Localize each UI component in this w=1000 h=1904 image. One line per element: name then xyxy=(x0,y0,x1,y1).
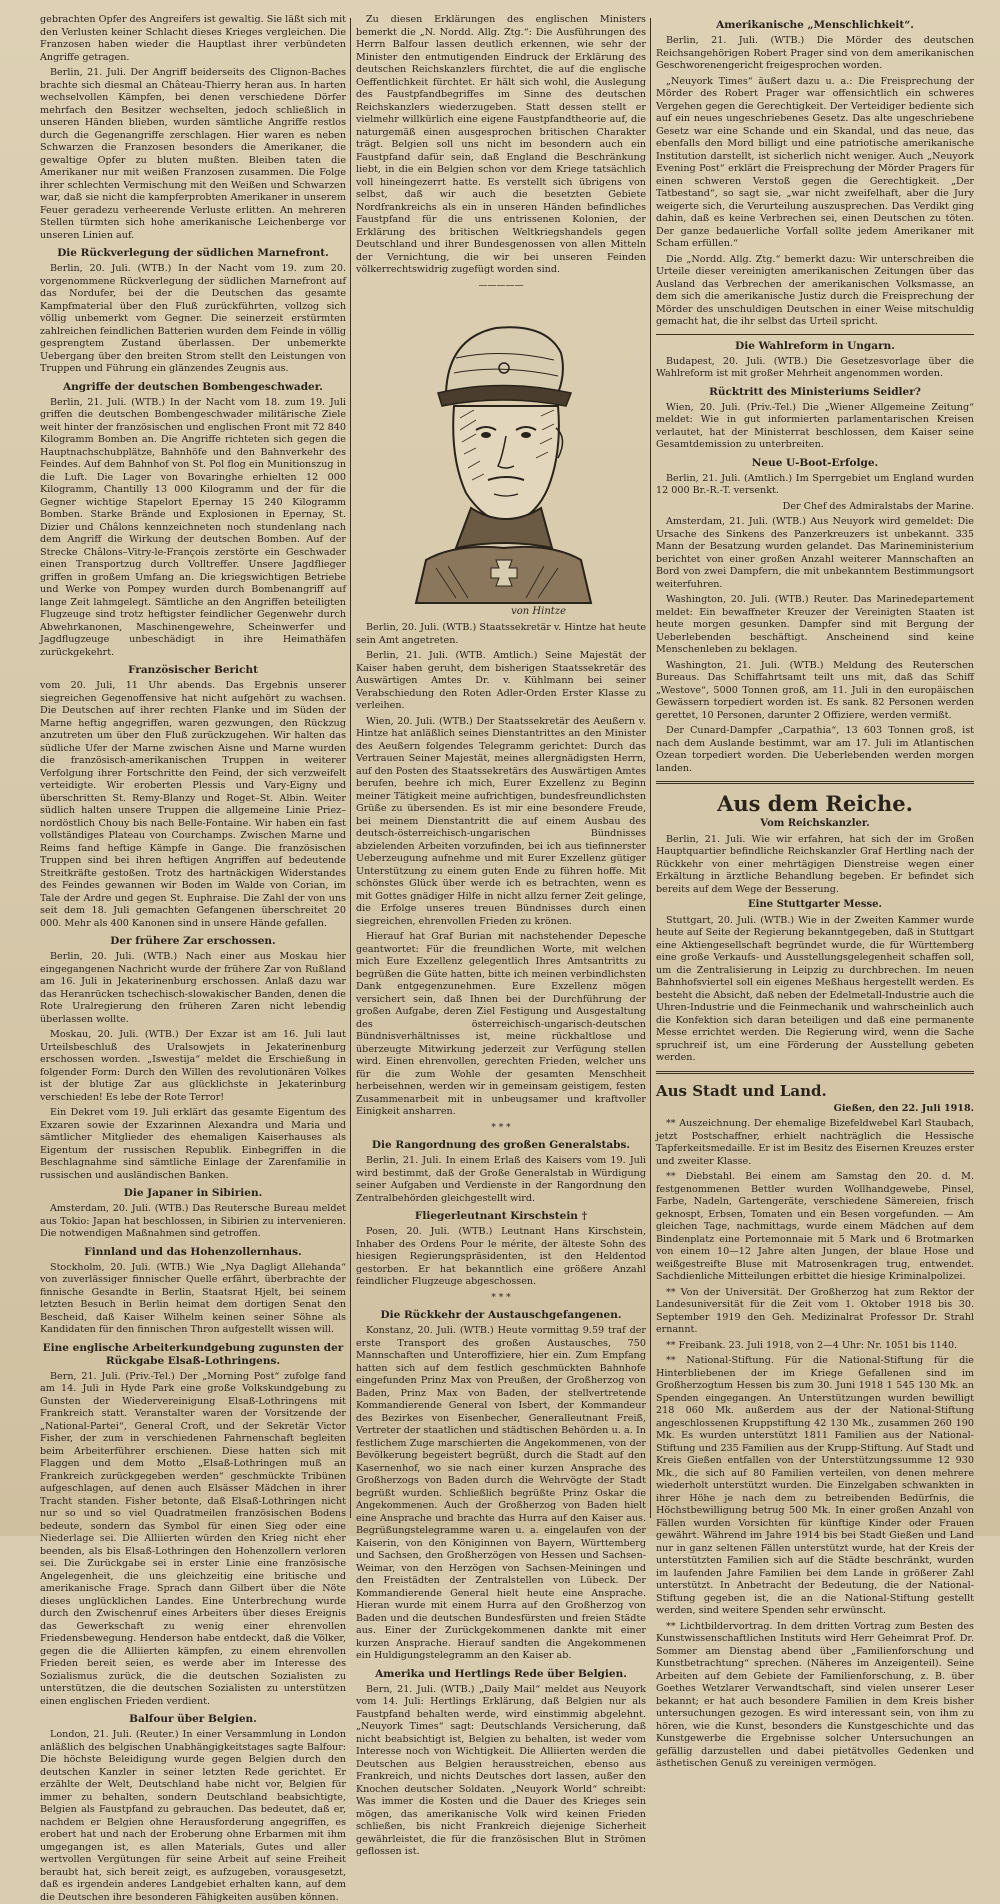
article-heading: Fliegerleutnant Kirschstein † xyxy=(414,1210,588,1222)
article-heading: Die Rangordnung des großen Generalstabs. xyxy=(371,1139,631,1151)
article-paragraph: Berlin, 21. Juli. In einem Erlaß des Kaisers vom 19. Juli wird bestimmt, daß der Große Generalstab in Würdigung seiner Aufgaben und Verdienste in der Rangordnung den Zentralbehörden gleichgestellt wird. xyxy=(356,1155,646,1204)
article-paragraph: Washington, 20. Juli. (WTB.) Reuter. Das Marinedepartement meldet: Ein bewaffneter Kreuzer der Vereinigten Staaten ist heute morgen gesunken. Dampfer sind mit Bergung der Ueberlebenden beschäftigt. Anscheinend sind keine Menschenleben zu beklagen. xyxy=(656,594,974,655)
article-paragraph: Die „Nordd. Allg. Ztg.“ bemerkt dazu: Wir unterschreiben die Urteile dieser vereinigten amerikanischen Zeitungen über das Ausland das Verbrechen der amerikanischen Volksmasse, an dem sich die amerikanische Justiz durch die Freisprechung der Mörder des unschuldigen Deutschen in einer Weise mitschuldig gemacht hat, die ihr selbst das Urteil spricht. xyxy=(656,253,974,327)
article-paragraph: Posen, 20. Juli. (WTB.) Leutnant Hans Kirschstein, Inhaber des Ordens Pour le mérite, der älteste Sohn des hiesigen Regierungspräsidenten, ist den Heldentod gestorben. Er hat bekanntlich eine größere Anzahl feindlicher Flugzeuge abgeschossen. xyxy=(356,1226,646,1287)
article-paragraph: Der Cunard-Dampfer „Carpathia“, 13 603 Tonnen groß, ist nach dem Auslande bestimmt, war am 17. Juli im Atlantischen Ozean torpediert worden. Die Ueberlebenden werden morgen landen. xyxy=(656,725,974,774)
subsection-heading: Vom Reichskanzler. xyxy=(760,818,870,829)
article-heading: Amerika und Hertlings Rede über Belgien. xyxy=(375,1667,627,1680)
portrait-signature: von Hintze xyxy=(511,606,566,617)
article-paragraph: Berlin, 21. Juli. (Amtlich.) Im Sperrgebiet um England wurden 12 000 Br.-R.-T. versenkt. xyxy=(656,472,974,496)
article-paragraph: Berlin, 21. Juli. (WTB.) Die Mörder des deutschen Reichsangehörigen Robert Prager sind von dem amerikanischen Geschworenengericht freigesprochen worden. xyxy=(656,35,974,71)
dateline: Gießen, den 22. Juli 1918. xyxy=(833,1102,974,1114)
article-paragraph: ** Von der Universität. Der Großherzog hat zum Rektor der Landesuniversität für die Zeit vom 1. Oktober 1918 bis 30. September 1919 den Geh. Medizinalrat Professor Dr. Strahl ernannt. xyxy=(656,1286,974,1335)
article-heading: Französischer Bericht xyxy=(128,664,258,676)
article-heading: Der frühere Zar erschossen. xyxy=(110,935,276,947)
article-paragraph: Washington, 21. Juli. (WTB.) Meldung des Reuterschen Bureaus. Das Schiffahrtsamt teilt uns mit, daß das Schiff „Westove“, 5000 Tonnen groß, am 11. Juli in den europäischen Gewässern torpediert worden ist. Es sank. 82 Personen werden gerettet, 10 Personen, darunter 2 Offiziere, werden vermißt. xyxy=(656,659,974,721)
separator xyxy=(656,781,974,784)
article-paragraph: Amsterdam, 21. Juli. (WTB.) Aus Neuyork wird gemeldet: Die Ursache des Sinkens des Panzerkreuzers ist unbekannt. 335 Mann der Besatzung wurden gelandet. Das Marineministerium berichtet von einer großen Anzahl weiterer Mannschaften an Bord von zwei Dampfern, die mit unbekanntem Bestimmungsort weiterfuhren. xyxy=(656,516,974,590)
column-rule xyxy=(350,18,351,1518)
article-heading: Die Rückverlegung der südlichen Marnefront. xyxy=(57,247,329,259)
article-paragraph: Amsterdam, 20. Juli. (WTB.) Das Reutersche Bureau meldet aus Tokio: Japan hat beschlossen, in Sibirien zu intervenieren. Die notwendigen Maßnahmen sind getroffen. xyxy=(40,1203,346,1239)
article-paragraph: Berlin, 21. Juli. Wie wir erfahren, hat sich der im Großen Hauptquartier befindliche Reichskanzler Graf Hertling nach der Rückkehr von einer mehrtägigen Dienstreise wegen einer Erkältung in ärztliche Behandlung begeben. Er befindet sich bereits auf dem Wege der Besserung. xyxy=(656,833,974,895)
article-paragraph: Bern, 21. Juli. (Priv.-Tel.) Der „Morning Post“ zufolge fand am 14. Juli in Hyde Park eine große Volkskundgebung zu Gunsten der Wiedervereinigung Elsaß-Lothringens mit Frankreich statt. Veranstalter waren der Vorsitzende der „National-Partei“, General Croft, und der Sekretär Victor Fisher, der zum in verschiedenen Fahrnenschaft begleiten beim Arbeiterführer erschienen. Diese hatten sich mit Flaggen und dem Motto „Elsaß-Lothringen muß an Frankreich zurückgegeben werden“ geschmückte Tribünen aufgeschlagen, auf denen auch Elsässer Mädchen in ihrer Tracht standen. Fisher betonte, daß Elsaß-Lothringen nicht nur so und so viel Quadratmeilen französischen Bodens bedeute, sondern das Symbol für einen Sieg oder eine Niederlage sei. Die Alliierten würden den Krieg nicht eher beenden, als bis Elsaß-Lothringen den Hohenzollern verloren sei. Die Zurückgabe sei in erster Linie eine französische Angelegenheit, die uns gleichzeitig eine britische und amerikanische Frage. Sprach dann Gilbert über die Nöte dieses unglücklichen Landes. Eine Unterbrechung wurde durch den Zwischenruf eines Arbeiters über dieses Ereignis das Gewerkschaft zu wenig einer ehrenvollen Friedensbewegung. Henderson habe entdeckt, daß die Völker, gegen die die Alliierten kämpfen, zu einem ehrenvollen Frieden bereit seien, es werde aber im Interesse des Sozialismus zurück, die die deutschen Sozialisten zu unterstützen, die die deutschen Sozialisten zu unterstützen einen englischen Frieden verdient. xyxy=(40,1370,346,1707)
article-paragraph: Ein Dekret vom 19. Juli erklärt das gesamte Eigentum des Exzaren sowie der Exzarinnen Alexandra und Maria und sämtlicher Mitglieder des ehemaligen Kaiserhauses als Eigentum der russischen Republik. Einbegriffen in die Beschlagnahme sind sämtliche Einlage der Zarenfamilie in russischen und ausländischen Banken. xyxy=(40,1107,346,1181)
article-paragraph: ** Lichtbildervortrag. In dem dritten Vortrag zum Besten des Kunstwissenschaftlichen Instituts wird Herr Geheimrat Prof. Dr. Sommer am Dienstag abend über „Familienforschung und Kunstbetrachtung“ sprechen. (Näheres im Anzeigenteil). Seine Arbeiten auf dem Gebiete der Familienforschung, z. B. über Goethes Wetzlarer Verwandtschaft, sind vielen unserer Leser bekannt; er hat auch besondere Familien in dem Kreis bisher untersuchungen gezogen. Es wird interessant sein, von ihm zu hören, wie die Kunst, besonders die Kunstgeschichte und das Kunstgewerbe die Ergebnisse solcher Untersuchungen an gefällig darzustellen und dabei pietätvolles Gedenken und ästhetischen Genuß zu vereinigen vermögen. xyxy=(656,1620,974,1769)
separator xyxy=(656,334,974,335)
portrait-illustration xyxy=(376,298,626,618)
separator xyxy=(656,1071,974,1074)
article-paragraph: Berlin, 21. Juli. (WTB.) In der Nacht vom 18. zum 19. Juli griffen die deutschen Bombengeschwader militärische Ziele weit hinter der französischen und englischen Front mit 72 840 Kilogramm Bomben an. Die Angriffe richteten sich gegen die Hauptnachschubplätze, Bahnhöfe und den Bahnverkehr des Feindes. Auf dem Bahnhof von St. Pol flog ein Munitionszug in die Luft. Die Lager von Bovaringhe erhielten 12 000 Kilogramm, Chantilly 13 000 Kilogramm und der für die Gegner wichtige Stapelort Epernay 15 240 Kilogramm Bomben. Starke Brände und Explosionen in Epernay, St. Dizier und Châlons kennzeichneten noch stundenlang nach dem Angriff die Wirkung der deutschen Bomben. Auf der Strecke Châlons–Vitry-le-François zerstörte ein Geschwader einen Transportzug durch Volltreffer. Unsere Jagdflieger griffen in großem Umfang an. Die kriegswichtigen Betriebe und Werke von Pompey wurden durch Bombenangriff auf lange Zeit lahmgelegt. Sämtliche an den Angriffen beteiligten Flugzeuge sind trotz heftigster feindlicher Gegenwehr durch Abwehrkanonen, Maschinengewehre, Scheinwerfer und Jagdflugzeuge unbeschädigt in ihre Heimathäfen zurückgekehrt. xyxy=(40,396,346,658)
article-paragraph: ** Freibank. 23. Juli 1918, von 2—4 Uhr: Nr. 1051 bis 1140. xyxy=(666,1339,958,1351)
article-paragraph: Berlin, 20. Juli. (WTB.) In der Nacht vom 19. zum 20. vorgenommene Rückverlegung der südlichen Marnefront auf das Nordufer, bei der die Deutschen das gesamte Kampfmaterial über den Fluß zurückführten, vollzog sich völlig unbemerkt vom Gegner. Die seinerzeit erstürmten zahlreichen feindlichen Batterien wurden dem Feinde in völlig gesprengtem Zustand überlassen. Der unbemerkte Uebergang über den breiten Strom stellt den Leistungen von Truppen und Führung ein glänzendes Zeugnis aus. xyxy=(40,263,346,374)
separator: * * * xyxy=(491,1122,511,1133)
article-heading: Die Wahlreform in Ungarn. xyxy=(735,339,895,352)
article-paragraph: Wien, 20. Juli. (Priv.-Tel.) Die „Wiener Allgemeine Zeitung“ meldet: Wie in gut informierten parlamentarischen Kreisen verlautet, hat der Ministerrat beschlossen, dem Kaiser seine Gesamtdemission zu unterbreiten. xyxy=(656,401,974,450)
article-heading: Balfour über Belgien. xyxy=(129,1713,257,1725)
article-heading: Finnland und das Hohenzollernhaus. xyxy=(84,1245,302,1258)
military-cap xyxy=(446,327,563,393)
face xyxy=(453,406,559,522)
article-paragraph: Bern, 21. Juli. (WTB.) „Daily Mail“ meldet aus Neuyork vom 14. Juli: Hertlings Erklärung, daß Belgien nur als Faustpfand behalten werde, wird einstimmig abgelehnt. „Neuyork Times“ sagt: Deutschlands Versicherung, daß nicht beabsichtigt ist, Belgien zu behalten, ist weder vom Interesse noch von Wichtigkeit. Die Alliierten werden die Deutschen aus Belgien herausstreichen, ebenso aus Frankreich, und nichts Deutsches dort lassen, außer den Knochen deutscher Soldaten. „Neuyork World“ schreibt: Was immer die Kosten und die Dauer des Krieges sein mögen, das amerikanische Volk wird keinen Frieden schließen, bis nicht Frankreich diejenige Sicherheit gewährleistet, die für die französischen Blut in Strömen geflossen ist. xyxy=(356,1683,646,1857)
article-heading: Die Rückkehr der Austauschgefangenen. xyxy=(380,1309,622,1321)
signature-line: Der Chef des Admiralstabs der Marine. xyxy=(782,500,974,512)
article-paragraph: ** National-Stiftung. Für die National-Stiftung für die Hinterbliebenen der im Kriege Gefallenen sind im Großherzogtum Hessen bis zum 30. Juni 1918 1 545 130 Mk. an Spenden eingegangen. An Unterstützungen wurden bewilligt 218 060 Mk. außerdem aus der der National-Stiftung angeschlossenen Kruppstiftung 42 130 Mk., zusammen 260 190 Mk. Es wurden unterstützt 1811 Familien aus der National-Stiftung und 235 Familien aus der Krupp-Stiftung. Auf Stadt und Kreis Gießen entfallen von der Unterstützungssumme 12 930 Mk., die sich auf 80 Familien verteilen, von denen mehrere wiederholt unterstützt wurden. Die Einzelgaben schwankten in ihrer Höhe je nach dem zu betreibenden Bedürfnis, die Höchstbewilligung betrug 500 Mk. In einer großen Anzahl von Fällen wurden Vorsichten für künftige Kinder oder Frauen gewährt. Während im Jahre 1914 bis bei Stadt Gießen und Land nur in ganz seltenen Fällen unterstützt wurde, hat der Kreis der unterstützten Familien sich auf die Städte beschränkt, wurden im laufenden Jahre Familien bei dem Lande in größerer Zahl unterstützt. In Anbetracht der Bedeutung, die der National-Stiftung gegeben ist, die an die National-Stiftung gestellt werden, sind weitere Spenden sehr erwünscht. xyxy=(656,1355,974,1616)
article-paragraph: Moskau, 20. Juli. (WTB.) Der Exzar ist am 16. Juli laut Urteilsbeschluß des Uralsowjets in Jekaterinenburg erschossen worden. „Iswestija“ meldet die Erschießung in folgender Form: Durch den Willen des revolutionären Volkes ist der blutige Zar aus glücklichste in Jekaterinburg verschieden! Es lebe der Rote Terror! xyxy=(40,1029,346,1103)
section-heading: Aus dem Reiche. xyxy=(717,791,913,816)
article-paragraph: Wien, 20. Juli. (WTB.) Der Staatssekretär des Aeußern v. Hintze hat anläßlich seines Dienstantrittes an den Minister des Aeußern folgendes Telegramm gerichtet: Durch das Vertrauen Seiner Majestät, meines allergnädigsten Herrn, auf den Posten des Staatssekretärs des Auswärtigen Amtes berufen, beehre ich mich, Eurer Exzellenz zu Beginn meiner Tätigkeit meine aufrichtigen, bundesfreundlichsten Grüße zu übersenden. Es ist mir eine besondere Freude, bei meinem Dienstantritt die auf einem Ausbau des deutsch-österreichisch-ungarischen Bündnisses abzielenden Arbeiten vorzufinden, bei ich aus tiefinnerster Ueberzeugung aufnehme und mit Eurer Exzellenz gütiger Unterstützung zu einem guten Ende zu führen hoffe. Mit schönstes Glück über werde ich es betrachten, wenn es mit Gottes gnädiger Hilfe in nicht allzu ferner Zeit gelinge, die Erfolge unseres treuen Bündnisses durch einen siegreichen, ehrenvollen Frieden zu krönen. xyxy=(356,715,646,927)
article-heading: Angriffe der deutschen Bombengeschwader. xyxy=(63,380,323,393)
article-paragraph: Stockholm, 20. Juli. (WTB.) Wie „Nya Dagligt Allehanda“ von zuverlässiger finnischer Quelle erfährt, überbrachte der finnische Gesandte in Berlin, Staatsrat Hjelt, bei seinem letzten Besuch in Berlin heimat dem dortigen Senat den Bescheid, daß Kaiser Wilhelm keinen seiner Söhne als Kandidaten für den finnischen Thron aufgestellt wissen will. xyxy=(40,1261,346,1335)
column-middle xyxy=(356,14,646,1857)
article-heading: Eine englische Arbeiterkundgebung zugunsten der Rückgabe Elsaß-Lothringens. xyxy=(42,1341,344,1367)
article-paragraph: Berlin, 20. Juli. (WTB.) Staatssekretär v. Hintze hat heute sein Amt angetreten. xyxy=(356,622,646,646)
article-heading: Neue U-Boot-Erfolge. xyxy=(751,456,879,469)
article-paragraph: vom 20. Juli, 11 Uhr abends. Das Ergebnis unserer siegreichen Gegenoffensive hat nicht aufgehört zu wachsen. Die Deutschen auf ihrer rechten Flanke und im Süden der Marne heftig angegriffen, waren gezwungen, den Rückzug anzutreten um über den Fluß zurückzugehen. Wir halten das südliche Ufer der Marne zwischen Aisne und Marne wurden die französisch-amerikanischen Truppen in weiterer Verfolgung ihrer Fortschritte den Feind, der sich verzweifelt verteidigte. Wir eroberten Plessis und Vary-Eigny und überschritten St. Remy-Blanzy und Roget–St. Albin. Weiter südlich halten unsere Truppen die allgemeine Linie Priez–nordöstlich Chouy bis nach Belle-Fontaine. Wir haben ein fast vollständiges Plateau von Courchamps. Zwischen Marne und Reims fand heftige Kämpfe in Gange. Die französischen Truppen sind bei ihren heftigen Angriffen auf bedeutende Streitkräfte gestoßen. Trotz des hartnäckigen Widerstandes des Feindes gewannen wir Boden im Walde von Corian, im Tale der Ardre und gegen St. Euphraise. Die Zahl der von uns seit dem 18. Juli gemachten Gefangenen überschreitet 20 000. Mehr als 400 Kanonen sind in unsere Hände gefallen. xyxy=(40,680,346,929)
subsection-heading: Eine Stuttgarter Messe. xyxy=(748,899,882,910)
article-paragraph: Hierauf hat Graf Burian mit nachstehender Depesche geantwortet: Für die freundlichen Worte, mit welchen mich Eure Exzellenz gelegentlich Ihres Amtsantritts zu begrüßen die Güte hatten, bitte ich meinen verbindlichsten Dank entgegenzunehmen. Eure Exzellenz mögen versichert sein, daß Ihnen bei der Durchführung der großen Aufgabe, deren Ziel Festigung und Ausgestaltung des österreichisch-ungarisch-deutschen Bündnisverhältnisses ist, meine rückhaltlose und überzeugte Mitwirkung jederzeit zur Verfügung stellen wird. Einen ehrenvollen, gerechten Frieden, welcher uns für die zum Wohle der gesamten Menschheit herbeisehnen, werden wir in gemeinsam geistigem, festen Zusammenarbeit mit in unbeugsamer und kraftvoller Einigkeit ansharren. xyxy=(356,931,646,1117)
article-paragraph: Berlin, 21. Juli. Der Angriff beiderseits des Clignon-Baches brachte sich diesmal an Château-Thierry heran aus. In harten wechselvollen Kämpfen, bei denen verschiedene Dörfer mehrfach den Besitzer wechselten, jedoch schließlich in unseren Händen blieben, wurden sämtliche Angriffe restlos durch die Gegenangriffe zerschlagen. Hier waren es neben Schwarzen die Franzosen besonders die Amerikaner, die gewaltige Opfer zu bluten mußten. Bleiben taten die Amerikaner nur mit weißen Franzosen zusammen. Die Folge ihrer schlechten Vermischung mit den Weißen und Schwarzen war, daß sie nicht die kampferprobten Amerikaner in unserem Feuer geradezu verheerende Verluste erlitten. An mehreren Stellen türmten sich hohe amerikanische Leichenberge vor unseren Linien auf. xyxy=(40,67,346,241)
column-right xyxy=(656,14,974,1769)
section-heading: Aus Stadt und Land. xyxy=(656,1081,827,1100)
article-paragraph: gebrachten Opfer des Angreifers ist gewaltig. Sie läßt sich mit den Verlusten keiner Schlacht dieses Krieges vergleichen. Die Franzosen haben wieder die Hauptlast ihrer verbündeten Angriffe getragen. xyxy=(40,14,346,63)
article-heading: Amerikanische „Menschlichkeit“. xyxy=(716,19,914,31)
article-heading: Die Japaner in Sibirien. xyxy=(123,1187,263,1199)
article-paragraph: Zu diesen Erklärungen des englischen Ministers bemerkt die „N. Nordd. Allg. Ztg.“: Die Ausführungen des Herrn Balfour lassen deutlich erkennen, wie sehr der Minister den entmutigenden Eindruck der Erklärung des deutschen Reichskanzlers fürchtet, die auf die englische Oeffentlichkeit fürchtet. Er hält sich wohl, die Auslegung des Faustpfandbegriffes im Sinne des deutschen Reichskanzlers wiederzugeben. Statt dessen stellt er vielmehr willkürlich eine eigene Faustpfandtheorie auf, die naturgemäß einen ausgesprochen britischen Charakter trägt. Belgien soll uns nicht im besondern auch ein Faustpfand dafür sein, daß England die Beschränkung liebt, in die ein Belgien schon vor dem Kriege tatsächlich voll hineingezerrt hatte. Es verstellt sich übrigens von selbst, daß wir auch die besetzten Gebiete Nordfrankreichs als ein in unseren Händen befindliches Faustpfand für die uns entrissenen Kolonien, der Erklärung des britischen Weltkriegshandels gegen Deutschland und ihrer Bundesgenossen von allen Mitteln der Vernichtung, die wir bei unseren Feinden völkerrechtswidrig zugefügt worden sind. xyxy=(356,14,646,275)
article-paragraph: London, 21. Juli. (Reuter.) In einer Versammlung in London anläßlich des belgischen Unabhängigkeitstages sagte Balfour: Die höchste Beleidigung wurde gegen Belgien durch den deutschen Kanzler in seiner letzten Rede gerichtet. Er erzählte der Welt, Deutschland habe nicht vor, Belgien für immer zu behalten, sondern Deutschland beabsichtigte, Belgien als Faustpfand zu gebrauchen. Das bedeutet, daß er, nachdem er Belgien ohne Herausforderung angegriffen, es erobert hat und nach der Eroberung ohne Erbarmen mit ihm umgegangen ist, es allen Materials, Gutes und aller wertvollen Vergütungen für seine Arbeit auf seine Freiheit beraubt hat, sich bereit zeigt, es aufzugeben, vorausgesetzt, daß es irgendein anderes Landgebiet erhalten kann, auf dem die Deutschen ihre besonderen Fähigkeiten ausüben können. xyxy=(40,1729,346,1903)
separator: ————— xyxy=(478,280,524,291)
column-rule xyxy=(650,18,651,1518)
column-left xyxy=(40,14,346,1903)
separator: * * * xyxy=(491,1292,511,1303)
article-heading: Rücktritt des Ministeriums Seidler? xyxy=(709,385,921,398)
article-paragraph: Berlin, 21. Juli. (WTB. Amtlich.) Seine Majestät der Kaiser haben geruht, dem bisherigen Staatssekretär des Auswärtigen Amtes Dr. v. Kühlmann bei seiner Verabschiedung den Roten Adler-Orden Erster Klasse zu verleihen. xyxy=(356,650,646,711)
article-paragraph: „Neuyork Times“ äußert dazu u. a.: Die Freisprechung der Mörder des Robert Prager war offensichtlich ein schweres Vergehen gegen die Gerechtigkeit. Der Verteidiger bediente sich auf ein neues ungeschriebenes Gesetz. Das alte ungeschriebene Gesetz war eine Schande und ein Skandal, und das neue, das ebenfalls den Mord billigt und eine patriotische amerikanische Institution darstellt, ist sicherlich nicht weniger. Auch „Neuyork Evening Post“ erklärt die Freisprechung der Mörder Pragers für einen schweren Verstoß gegen die Gerechtigkeit. „Der Tatbestand“, so sagt sie, „war nicht zweifelhaft, aber die Jury weigerte sich, die Verurteilung auszusprechen. Das Verdikt ging dahin, daß es keine Verbrechen sei, einen Deutschen zu töten. Der ganze bedauerliche Vorfall sollte jedem Amerikaner mit Scham erfüllen.“ xyxy=(656,75,974,249)
article-paragraph: ** Auszeichnung. Der ehemalige Bizefeldwebel Karl Staubach, jetzt Postschaffner, erhielt nachträglich die Hessische Tapferkeitsmedaille. Er ist im Besitz des Eisernen Kreuzes erster und zweiter Klasse. xyxy=(656,1118,974,1167)
article-paragraph: Berlin, 20. Juli. (WTB.) Nach einer aus Moskau hier eingegangenen Nachricht wurde der frühere Zar von Rußland am 16. Juli in Jekaterinenburg erschossen. Anlaß dazu war das Heranrücken tschechisch-slowakischer Banden, denen die Rote Uralregierung den früheren Zaren nicht lebendig überlassen wollte. xyxy=(40,951,346,1025)
article-paragraph: Budapest, 20. Juli. (WTB.) Die Gesetzesvorlage über die Wahlreform ist mit großer Mehrheit angenommen worden. xyxy=(656,355,974,379)
article-paragraph: Konstanz, 20. Juli. (WTB.) Heute vormittag 9.59 traf der erste Transport des großen Austausches, 750 Mannschaften und Unteroffiziere, hier ein. Zum Empfang hatten sich auf dem festlich geschmückten Bahnhofe eingefunden Prinz Max von Preußen, der Großherzog von Baden, Prinz Max von Baden, der stellvertretende Kommandierende General von Isbert, der Kommandeur des Bezirkes von Eisenbecher, Generalleutnant Freiß, Vertreter der staatlichen und städtischen Behörden u. a. In festlichem Zuge marschierten die Angekommenen, von der Bevölkerung begeistert begrüßt, durch die Stadt auf den Kasernenhof, wo sie nach einer kurzen Ansprache des Großherzogs von Baden durch die Wehrvögte der Stadt begrüßt wurden. Schließlich begrüßte Prinz Oskar die Angekommenen. Auch der Großherzog von Baden hielt eine Ansprache und brachte das Hurra auf den Kaiser aus. Begrüßungstelegramme waren u. a. eingelaufen von der Kaiserin, von den Königinnen von Bayern, Württemberg und Sachsen, den Großherzögen von Hessen und Sachsen-Weimar, von den Herzögen von Sachsen-Meiningen und den Freistädten der Zentralstellen von Lübeck. Der Kommandierende General hielt heute eine Ansprache. Hieran wurde mit einem Hurra auf den Großherzog von Baden und die deutschen Bundesfürsten und freien Städte aus. Einer der Zurückgekommenen dankte mit einer kurzen Ansprache. Hierauf sandten die Angekommenen ein Huldigungstelegramm an den Kaiser ab. xyxy=(356,1325,646,1661)
article-paragraph: ** Diebstahl. Bei einem am Samstag den 20. d. M. festgenommenen Bettler wurden Wollhandgewebe, Pinsel, Farbe, Nadeln, Gartengeräte, verschiedene Sämereien, frisch geknospt, Erbsen, Tomaten und ein Besen vorgefunden. — Am gleichen Tage, nachmittags, wurde einem Mädchen auf dem Bindenplatz eine Portemonnaie mit 5 Mark und 6 Brotmarken von einem 10—12 Jahre alten Jungen, der blaue Hose und weißgestreifte Bluse mit Matrosenkragen trug, entwendet. Sachdienliche Mitteilungen erbittet die hiesige Kriminalpolizei. xyxy=(656,1171,974,1282)
article-paragraph: Stuttgart, 20. Juli. (WTB.) Wie in der Zweiten Kammer wurde heute auf Seite der Regierung bekanntgegeben, daß in Stuttgart eine Aktiengesellschaft begründet wurde, die für Württemberg eine große Verkaufs- und Ausstellungsgelegenheit schaffen soll, um die Zentralisierung in Leipzig zu durchbrechen. Im neuen Bahnhofsviertel soll ein eigenes Meßhaus hergestellt werden. Es besteht die Absicht, daß neben der Edelmetall-Industrie auch die Uhren-Industrie und die Feinmechanik und wahrscheinlich auch die Konfektion sich daran beteiligen und daß eine permanente Messe errichtet werden. Die Regierung wird, wenn die Sache spruchreif ist, um eine Förderung der Ausstellung gebeten werden. xyxy=(656,914,974,1063)
